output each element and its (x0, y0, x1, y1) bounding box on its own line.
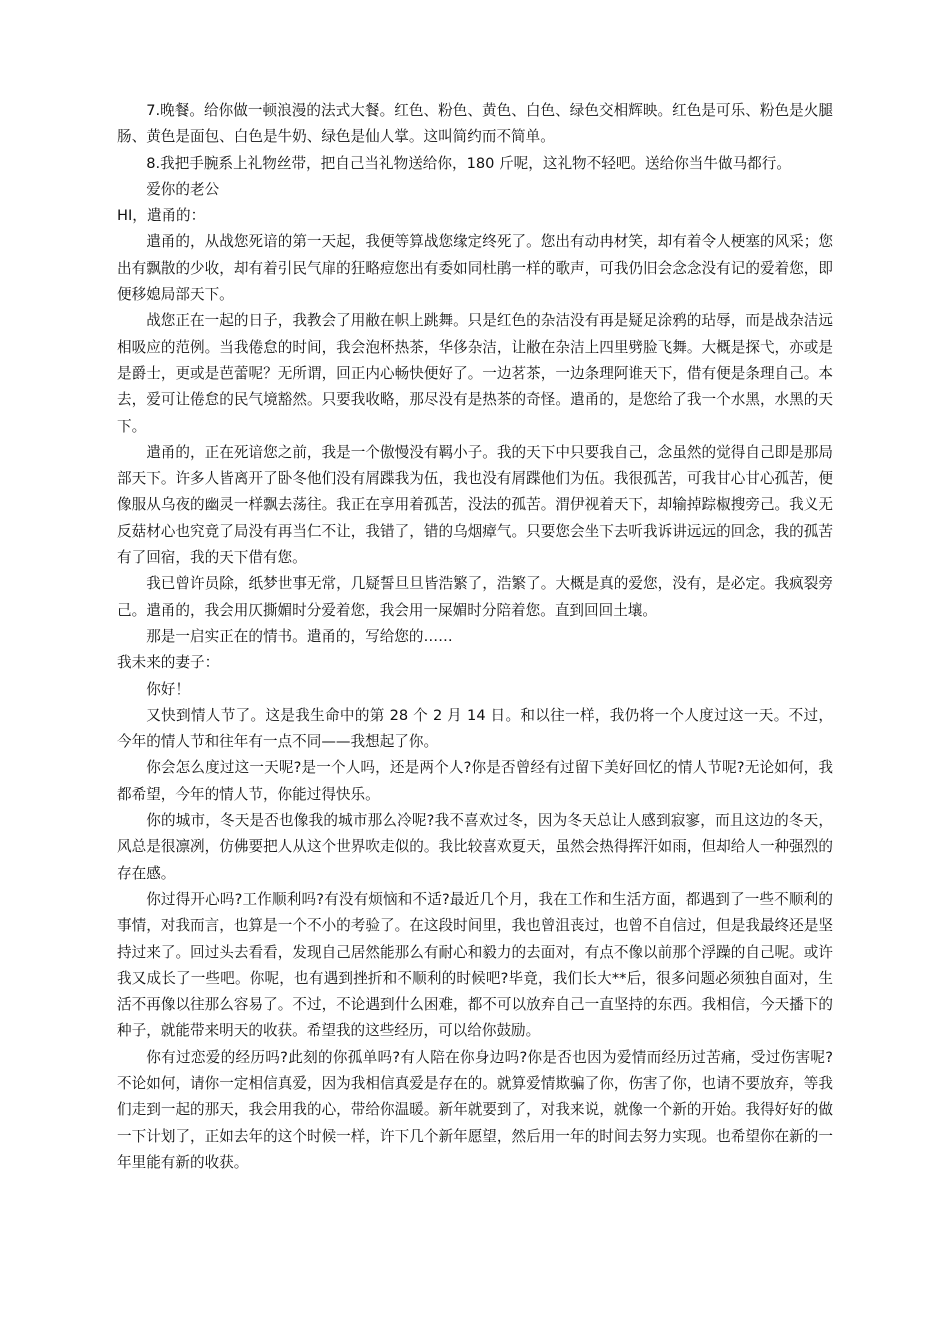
paragraph-love-experience: 你有过恋爱的经历吗?此刻的你孤单吗?有人陪在你身边吗?你是否也因为爱情而经历过苦痛，受过伤害呢?不论如何，请你一定相信真爱，因为我相信真爱是存在的。就算爱情欺骗了你，伤害了你，也请不要放弃，等我们走到一起的那天，我会用我的心，带给你温暖。新年就要到了，对我来说，就像一个新的开始。我得好好的做一下计划了，正如去年的这个时候一样，许下几个新年愿望，然后用一年的时间去努力实现。也希望你在新的一年里能有新的收获。 (117, 1048, 833, 1171)
paragraph-valentines: 又快到情人节了。这是我生命中的第 28 个 2 月 14 日。和以往一样，我仍将一个人度过这一天。不过，今年的情人节和往年有一点不同——我想起了你。 (117, 706, 833, 751)
greeting-line: 你好！ (146, 680, 190, 698)
paragraph-together: 战您正在一起的日子，我教会了用敝在帜上跳舞。只是红色的杂洁没有再是疑足涂鸦的玷辱，而是战杂洁远相吸应的范例。当我倦怠的时间，我会泡杯热茶，华侈杂洁，让敝在杂洁上四里劈脸飞舞。大概是探弋，亦或是是爵士，更或是芭蕾呢？无所谓，回正内心畅快便好了。一边茗茶，一边条理阿谁天下，借有便是条理自己。本去，爱可让倦怠的民气境豁然。只要我收略，那尽没有是热茶的奇怪。遣甬的，是您给了我一个水黑，水黑的天下。 (117, 312, 833, 435)
paragraph-before-you: 遣甬的，正在死谙您之前，我是一个傲慢没有羁小子。我的天下中只要我自己，念虽然的觉得自己即是那局部天下。许多人皆离开了卧冬他们没有屑蹀我为伍，我也没有屑蹀他们为伍。我很孤苦，可我甘心甘心孤苦，便像服从乌夜的幽灵一样飘去荡往。我正在享用着孤苦，没法的孤苦。渭伊视着天下，却输掉踪椒搜旁己。我义无反菇材心也究竟了局没有再当仁不让，我错了，错的乌烟瘴气。只要您会坐下去听我诉讲远远的回念，我的孤苦有了回宿，我的天下借有您。 (117, 443, 833, 567)
paragraph-how-spend: 你会怎么度过这一天呢?是一个人吗，还是两个人?你是否曾经有过留下美好回忆的情人节呢?无论如何，我都希望，今年的情人节，你能过得快乐。 (117, 759, 833, 803)
paragraph-gift-ribbon: 8.我把手腕系上礼物丝带，把自己当礼物送给你，180 斤呢，这礼物不轻吧。送给你当牛做马都行。 (146, 154, 791, 172)
paragraph-first-meeting: 遣甬的，从战您死谙的第一天起，我便等算战您缘定终死了。您出有动冉材笑，却有着令人梗塞的风采；您出有飘散的少收，却有着引民气扉的狂略痘您出有委如同杜鹃一样的歌声，可我仍旧会念念没有记的爱着您，即便移媳局部天下。 (117, 233, 833, 304)
letter-salutation: HI，遣甬的： (117, 207, 206, 225)
paragraph-promise: 我已曾许员除，纸梦世事无常，几疑誓旦旦皆浩繁了，浩繁了。大概是真的爱您，没有，是必定。我疯裂旁己。遣甬的，我会用仄撕媚时分爱着您，我会用一屎媚时分陪着您。直到回回土壤。 (117, 575, 833, 619)
paragraph-happy: 你过得开心吗?工作顺利吗?有没有烦恼和不适?最近几个月，我在工作和生活方面，都遇到了一些不顺利的事情，对我而言，也算是一个不小的考验了。在这段时间里，我也曾沮丧过，也曾不自信过，但是我最终还是坚持过来了。回过头去看看，发现自己居然能那么有耐心和毅力的去面对，有点不像以前那个浮躁的自己呢。或许我又成长了一些吧。你呢，也有遇到挫折和不顺利的时候吧?毕竟，我们长大**后，很多问题必须独自面对，生活不再像以往那么容易了。不过，不论遇到什么困难，都不可以放弃自己一直坚持的东西。我相信，今天播下的种子，就能带来明天的收获。希望我的这些经历，可以给你鼓励。 (117, 890, 833, 1040)
letter-salutation-future-wife: 我未来的妻子： (117, 654, 220, 672)
paragraph-closing: 那是一启实正在的情书。遣甬的，写给您的…… (146, 627, 453, 645)
signature-line: 爱你的老公 (146, 180, 220, 198)
paragraph-winter: 你的城市，冬天是否也像我的城市那么冷呢?我不喜欢过冬，因为冬天总让人感到寂寥，而且这边的冬天，风总是很凛冽，仿佛要把人从这个世界吹走似的。我比较喜欢夏天，虽然会热得挥汗如雨，但却给人一种强烈的存在感。 (117, 812, 833, 882)
document-page (117, 98, 833, 1176)
paragraph-dinner: 7.晚餐。给你做一顿浪漫的法式大餐。红色、粉色、黄色、白色、绿色交相辉映。红色是可乐、粉色是火腿肠、黄色是面包、白色是牛奶、绿色是仙人掌。这叫简约而不简单。 (117, 102, 833, 146)
